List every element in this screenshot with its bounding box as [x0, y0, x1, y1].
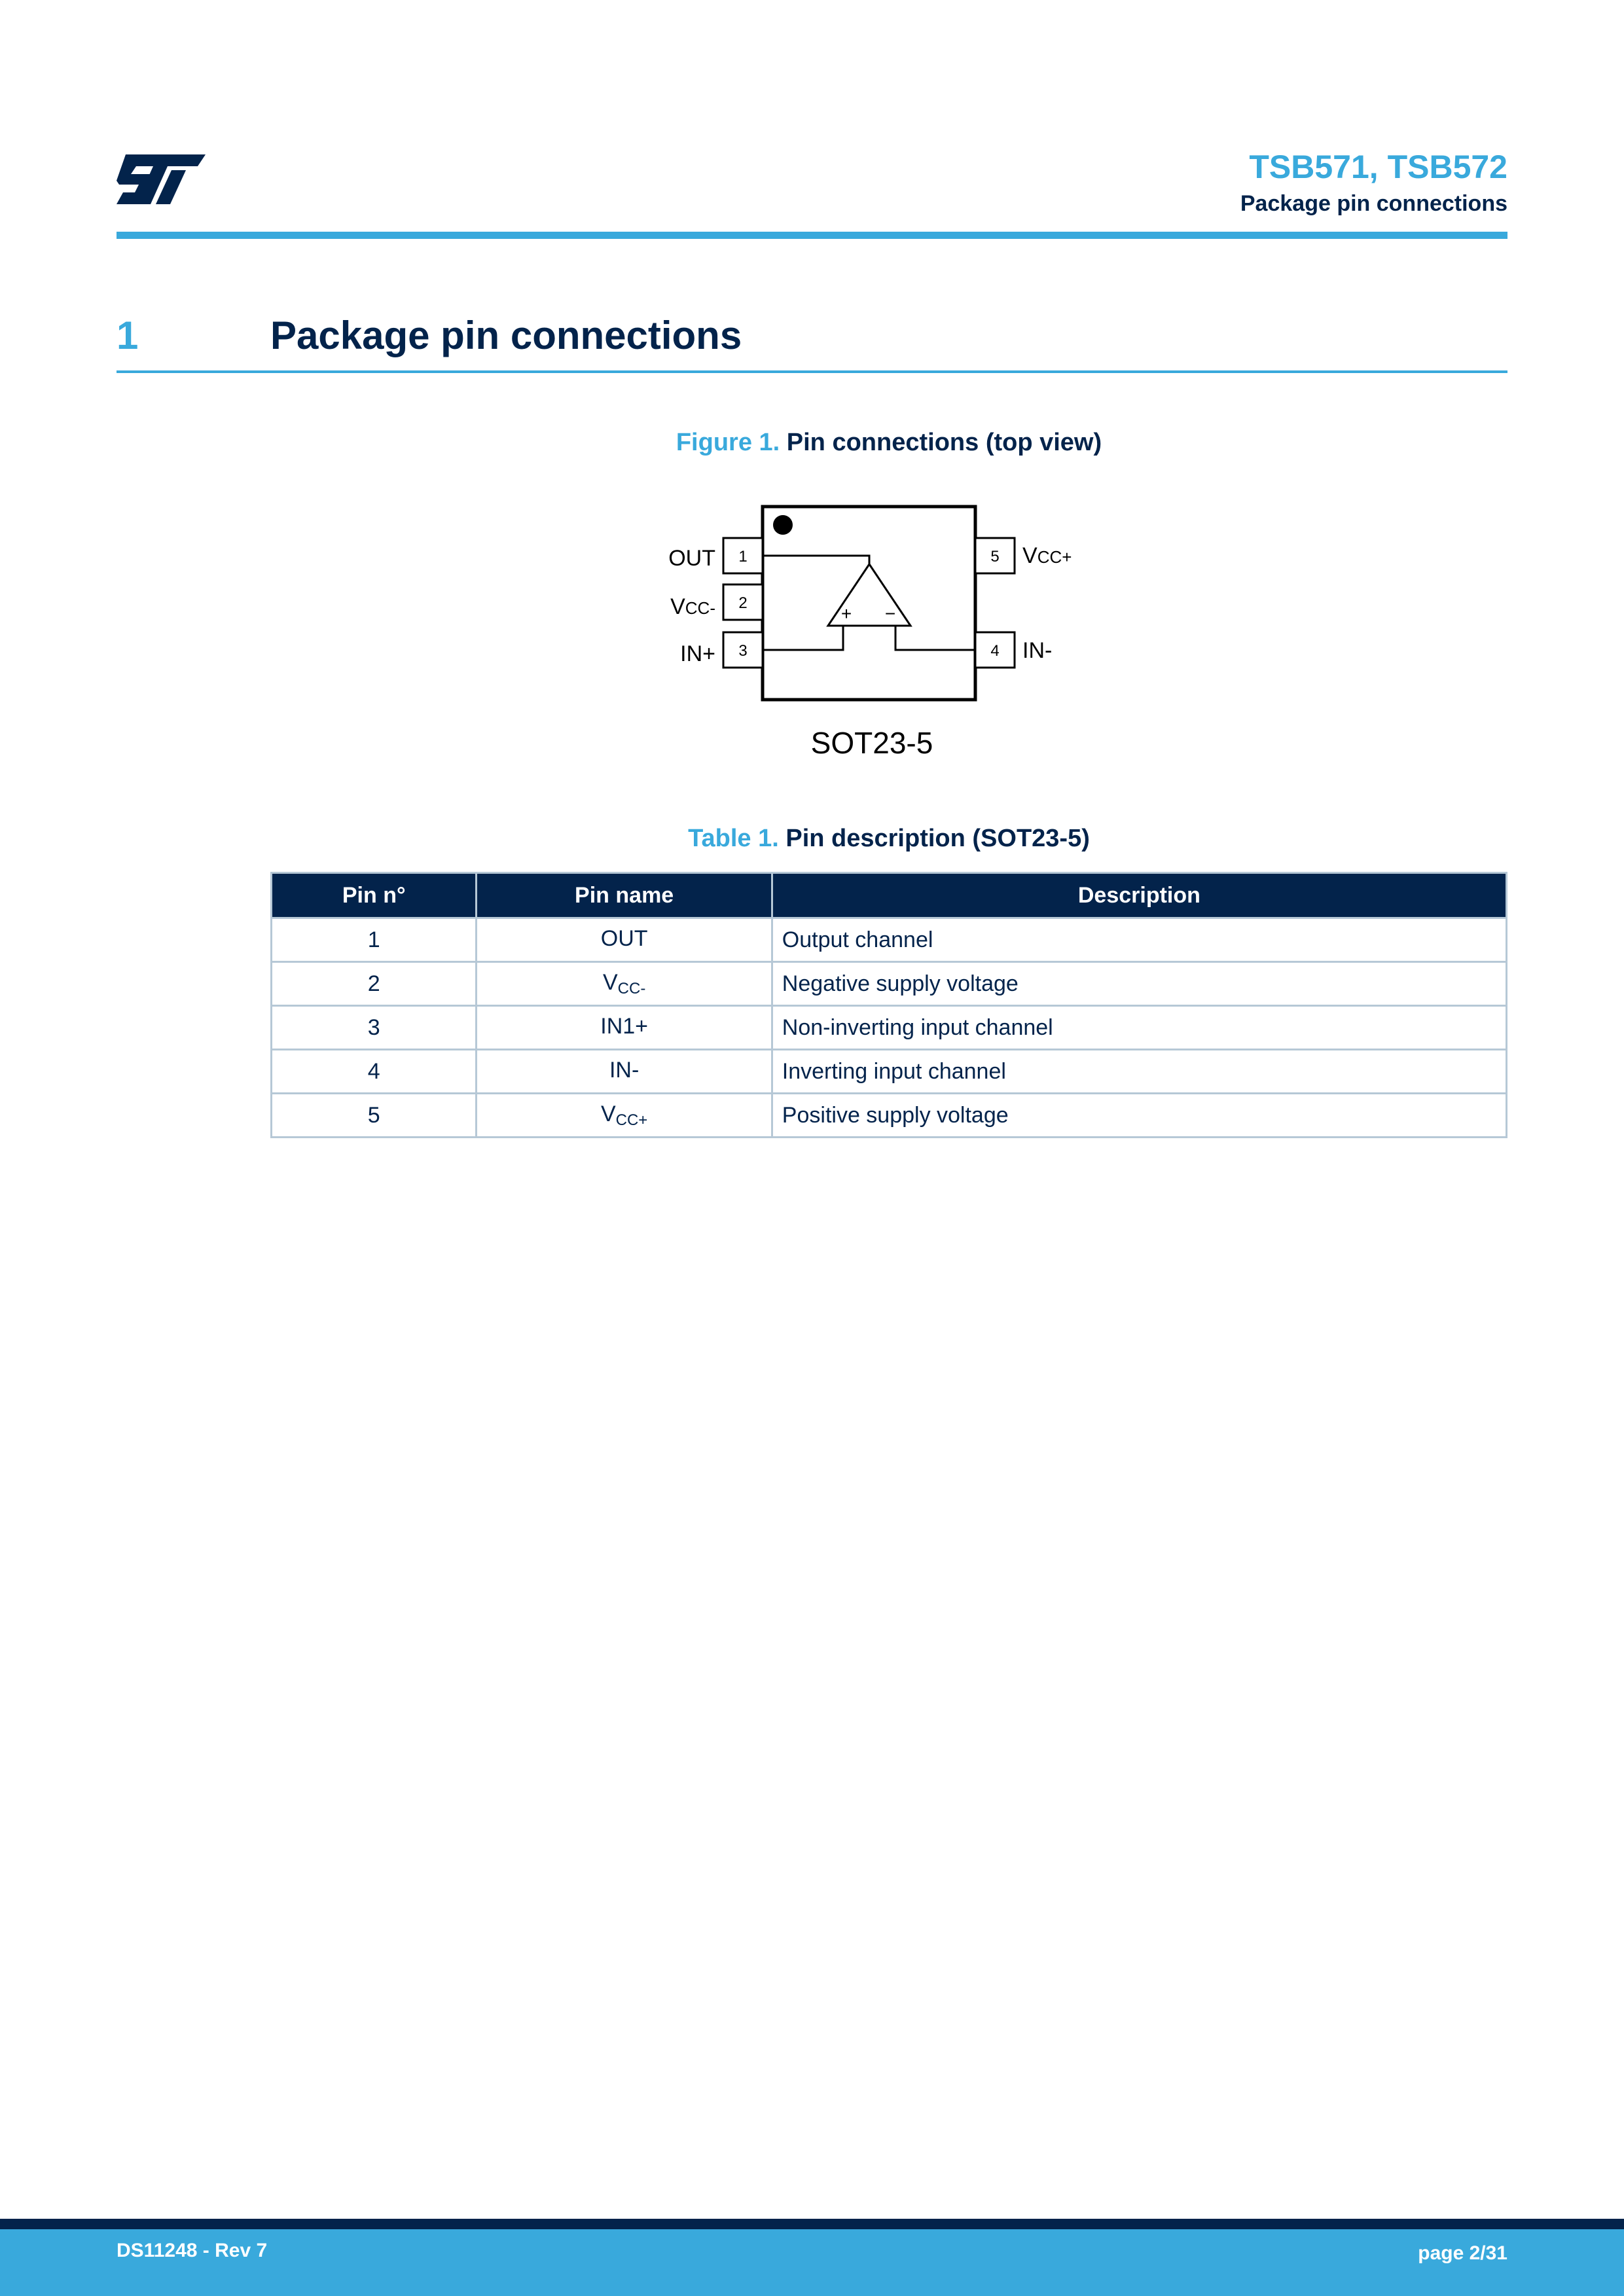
- description-cell: Non-inverting input channel: [772, 1006, 1506, 1050]
- section-title: Package pin connections: [270, 314, 742, 357]
- pin-label-in-minus: IN-: [1022, 638, 1053, 663]
- pin-number-cell: 3: [272, 1006, 477, 1050]
- header-divider: [117, 232, 1507, 239]
- pin-number-cell: 5: [272, 1094, 477, 1138]
- footer-page-number: page 2/31: [1418, 2242, 1507, 2264]
- document-subtitle: Package pin connections: [1240, 191, 1507, 216]
- footer-doc-id: DS11248 - Rev 7: [117, 2240, 268, 2261]
- pin-label-vcc-plus: VCC+: [1022, 543, 1072, 568]
- package-name: SOT23-5: [810, 726, 933, 760]
- st-logo: [117, 154, 206, 204]
- pin-name-cell: IN1+: [477, 1006, 772, 1050]
- pin1-marker: [773, 515, 793, 535]
- description-cell: Positive supply voltage: [772, 1094, 1506, 1138]
- pin-number-2: 2: [738, 594, 748, 612]
- pin-number-cell: 1: [272, 918, 477, 962]
- pin-name-cell: OUT: [477, 918, 772, 962]
- pin-label-in-plus: IN+: [680, 641, 715, 666]
- pin-name-cell: $V_{CC+}$: [477, 1094, 772, 1138]
- pin-number-5: 5: [990, 548, 1000, 565]
- pin-number-4: 4: [990, 642, 1000, 660]
- figure-caption: [270, 429, 1507, 457]
- description-cell: Negative supply voltage: [772, 962, 1506, 1006]
- table-header-row: [272, 873, 1507, 918]
- figure-label: Figure 1.: [676, 429, 780, 456]
- pin-number-3: 3: [738, 642, 748, 660]
- pin-label-out: OUT: [668, 546, 715, 571]
- table-row: [272, 1094, 1507, 1138]
- opamp-plus-sign: +: [840, 603, 852, 624]
- pin-name-cell: $V_{CC-}$: [477, 962, 772, 1006]
- description-cell: Inverting input channel: [772, 1050, 1506, 1094]
- pin-diagram: [628, 484, 1152, 785]
- pin-number-cell: 4: [272, 1050, 477, 1094]
- section-number: 1: [117, 314, 139, 357]
- table-title: Pin description (SOT23-5): [785, 825, 1090, 852]
- opamp-minus-sign: −: [884, 603, 896, 624]
- pin-name-cell: IN-: [477, 1050, 772, 1094]
- column-header: Pin name: [477, 873, 772, 918]
- pin-description-table: [270, 872, 1507, 1138]
- footer-dark-band: [0, 2219, 1624, 2229]
- pin-number-1: 1: [738, 548, 748, 565]
- table-label: Table 1.: [688, 825, 779, 852]
- table-row: [272, 962, 1507, 1006]
- column-header: Description: [772, 873, 1506, 918]
- section-divider: [117, 370, 1507, 373]
- pin-number-cell: 2: [272, 962, 477, 1006]
- figure-title: Pin connections (top view): [786, 429, 1102, 456]
- table-row: [272, 1050, 1507, 1094]
- description-cell: Output channel: [772, 918, 1506, 962]
- pin-label-vcc-minus: VCC-: [670, 594, 715, 619]
- column-header: Pin n°: [272, 873, 477, 918]
- table-caption: [270, 825, 1507, 853]
- table-row: [272, 918, 1507, 962]
- table-row: [272, 1006, 1507, 1050]
- document-title: TSB571, TSB572: [1249, 149, 1507, 185]
